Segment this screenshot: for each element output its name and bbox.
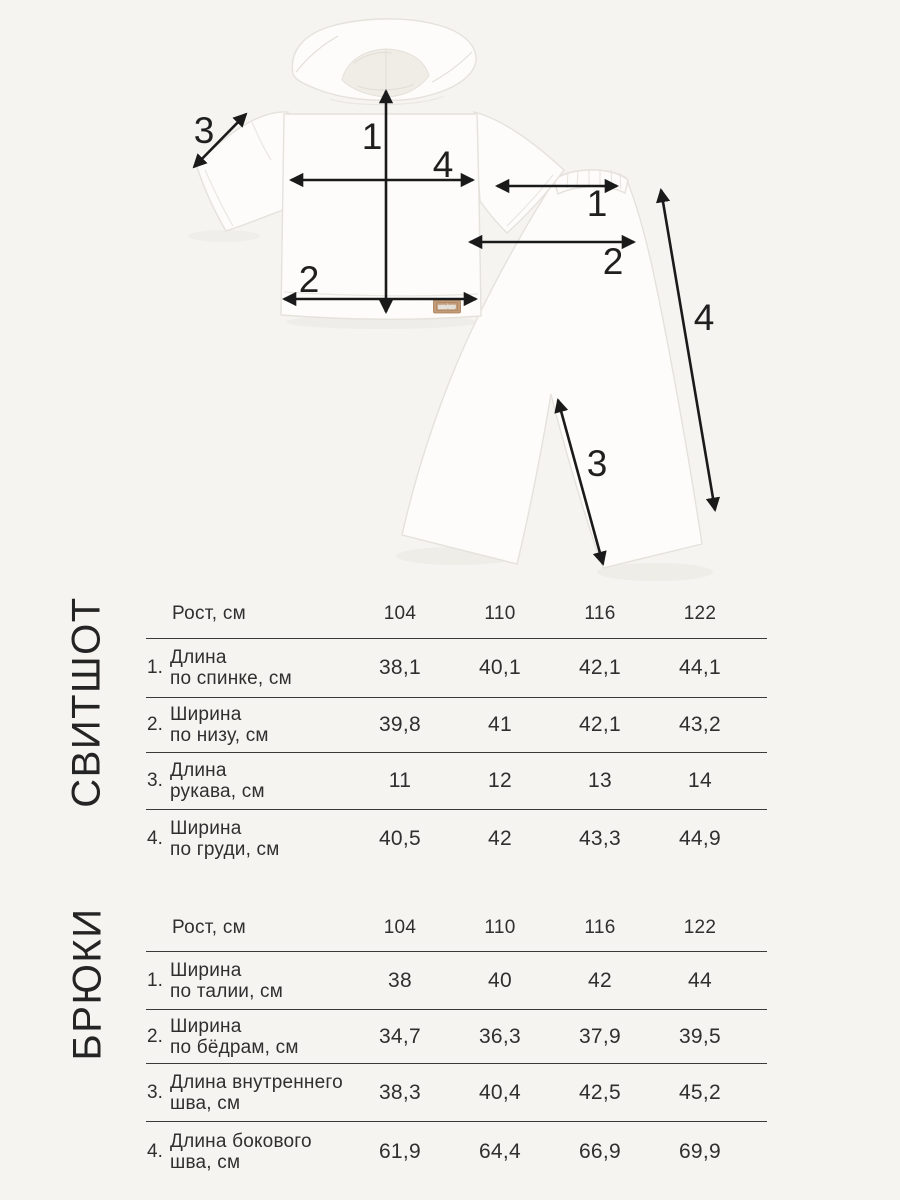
- row-label-line2: по груди, см: [170, 839, 280, 860]
- header-label: Рост, см: [172, 916, 247, 938]
- measurement-value: 11: [388, 769, 412, 792]
- table-row: [146, 1121, 767, 1181]
- measurement-value: 66,9: [578, 1139, 622, 1163]
- row-label-line1: Длина внутреннего: [170, 1071, 343, 1093]
- row-number: 3.: [147, 770, 163, 791]
- row-label-line2: по низу, см: [170, 725, 269, 746]
- measurement-value: 43,3: [578, 827, 622, 850]
- row-label-line1: Длина: [170, 760, 227, 781]
- measurement-value: 42,1: [578, 713, 622, 736]
- table-row: [146, 1063, 767, 1121]
- size-column-header: 104: [383, 603, 417, 624]
- row-number: 2.: [147, 1025, 163, 1047]
- size-column-header: 116: [584, 916, 616, 938]
- table-row: [146, 638, 767, 697]
- measurement-value: 38,3: [378, 1080, 422, 1104]
- sweatshirt-marker-2: 2: [298, 259, 320, 300]
- measurement-value: 42: [588, 968, 612, 992]
- measurement-value: 38,1: [378, 656, 422, 679]
- measurement-value: 44: [688, 968, 712, 992]
- table-row: [146, 951, 767, 1009]
- row-number: 1.: [147, 969, 163, 991]
- measurement-value: 69,9: [678, 1139, 722, 1163]
- measurement-value: 42,1: [578, 656, 622, 679]
- measurement-diagram: [0, 0, 900, 582]
- measurement-value: 42,5: [578, 1080, 622, 1104]
- sweatshirt-marker-4: 4: [432, 144, 454, 185]
- measurement-value: 43,2: [678, 713, 722, 736]
- measurement-value: 40,4: [478, 1080, 522, 1104]
- measurement-value: 44,9: [678, 827, 722, 850]
- brand-tag: [434, 300, 461, 313]
- table-row: [146, 697, 767, 752]
- row-label-line2: рукава, см: [170, 781, 265, 802]
- row-label-line1: Ширина: [170, 959, 242, 981]
- measurement-value: 61,9: [378, 1139, 422, 1163]
- measurement-value: 13: [588, 769, 612, 792]
- measurement-value: 34,7: [378, 1024, 422, 1048]
- measurement-value: 36,3: [478, 1024, 522, 1048]
- sweatshirt-marker-1: 1: [361, 116, 383, 157]
- size-column-header: 110: [484, 603, 516, 624]
- pants-marker-1: 1: [586, 183, 608, 224]
- row-number: 1.: [147, 657, 163, 678]
- section-title-sweatshirt: СВИТШОТ: [64, 596, 109, 808]
- row-label-line2: шва, см: [170, 1092, 241, 1114]
- measurement-value: 44,1: [678, 656, 722, 679]
- sweatshirt-table: [146, 590, 767, 868]
- size-column-header: 110: [484, 916, 516, 938]
- row-number: 4.: [147, 1140, 163, 1162]
- table-row: [146, 1009, 767, 1063]
- row-label-line2: по бёдрам, см: [170, 1036, 299, 1058]
- row-label-line1: Ширина: [170, 818, 242, 839]
- size-column-header: 122: [683, 916, 717, 938]
- measurement-value: 64,4: [478, 1139, 522, 1163]
- measurement-value: 40,5: [378, 827, 422, 850]
- row-label-line1: Длина: [170, 647, 227, 668]
- section-title-pants: БРЮКИ: [65, 907, 110, 1061]
- size-column-header: 116: [584, 603, 616, 624]
- measurement-value: 38: [388, 968, 412, 992]
- measurement-value: 39,5: [678, 1024, 722, 1048]
- measurement-value: 42: [488, 827, 512, 850]
- measurement-value: 39,8: [378, 713, 422, 736]
- pants-marker-3: 3: [586, 443, 608, 484]
- row-label-line1: Длина бокового: [170, 1130, 312, 1152]
- measurement-value: 40: [488, 968, 512, 992]
- pants-marker-2: 2: [602, 241, 624, 282]
- measurement-value: 41: [488, 713, 512, 736]
- header-label: Рост, см: [172, 603, 247, 624]
- brand-tag-text: MINAKU: [438, 304, 456, 310]
- table-header: [146, 904, 767, 951]
- row-label-line1: Ширина: [170, 1015, 242, 1037]
- table-row: [146, 752, 767, 809]
- row-label-line1: Ширина: [170, 704, 242, 725]
- pants-marker-4: 4: [693, 297, 715, 338]
- row-number: 3.: [147, 1081, 163, 1103]
- size-column-header: 104: [383, 916, 417, 938]
- table-header: [146, 590, 767, 638]
- row-label-line2: шва, см: [170, 1151, 241, 1173]
- measurement-value: 12: [488, 769, 512, 792]
- measurement-value: 40,1: [478, 656, 522, 679]
- pants-table: [146, 904, 767, 1181]
- size-column-header: 122: [683, 603, 717, 624]
- row-number: 4.: [147, 828, 163, 849]
- table-row: [146, 809, 767, 868]
- row-label-line2: по талии, см: [170, 980, 284, 1002]
- row-label-line2: по спинке, см: [170, 668, 292, 689]
- measurement-value: 45,2: [678, 1080, 722, 1104]
- measurement-value: 14: [688, 769, 712, 792]
- sweatshirt-marker-3: 3: [193, 110, 215, 151]
- row-number: 2.: [147, 714, 163, 735]
- measurement-value: 37,9: [578, 1024, 622, 1048]
